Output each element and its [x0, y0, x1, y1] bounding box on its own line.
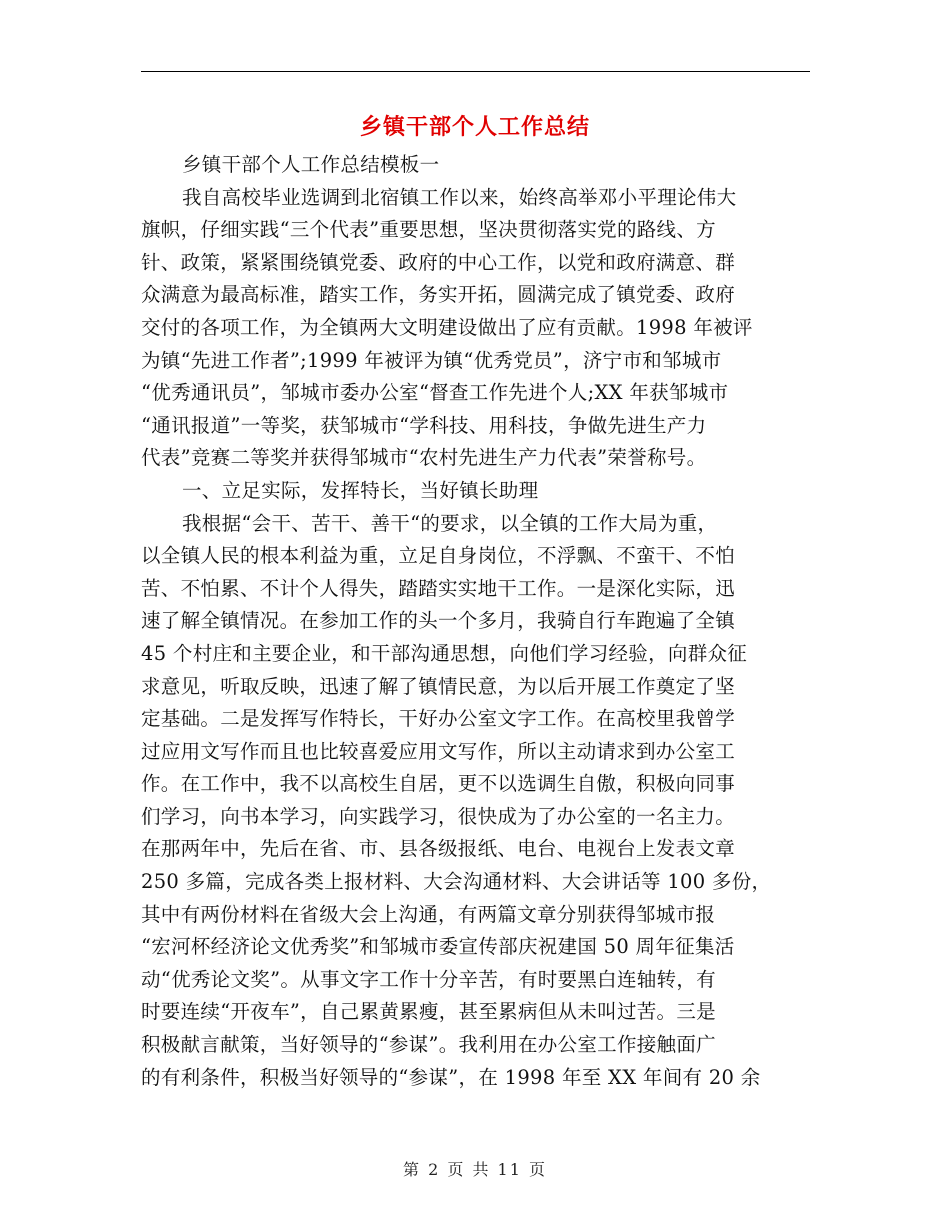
paragraph-line: 积极献言献策，当好领导的“参谋”。我利用在办公室工作接触面广	[141, 1033, 716, 1057]
paragraph-line: 求意见，听取反映，迅速了解了镇情民意，为以后开展工作奠定了坚	[141, 674, 736, 698]
paragraph-line: 作。在工作中，我不以高校生自居，更不以选调生自傲，积极向同事	[141, 772, 736, 796]
paragraph-line: 旗帜，仔细实践“三个代表”重要思想，坚决贯彻落实党的路线、方	[141, 218, 716, 242]
paragraph-line: 其中有两份材料在省级大会上沟通，有两篇文章分别获得邹城市报	[141, 902, 716, 926]
paragraph-line: “优秀通讯员”，邹城市委办公室“督查工作先进个人;XX 年获邹城市	[141, 381, 729, 405]
paragraph-line: 代表”竞赛二等奖并获得邹城市“农村先进生产力代表”荣誉称号。	[141, 446, 707, 470]
paragraph-line: 为镇“先进工作者”;1999 年被评为镇“优秀党员”，济宁市和邹城市	[141, 348, 722, 372]
paragraph-line: “通讯报道”一等奖，获邹城市“学科技、用科技，争做先进生产力	[141, 413, 707, 437]
paragraph-line: 们学习，向书本学习，向实践学习，很快成为了办公室的一名主力。	[141, 804, 736, 828]
paragraph-line: 针、政策，紧紧围绕镇党委、政府的中心工作，以党和政府满意、群	[141, 250, 736, 274]
page-number: 第 2 页 共 11 页	[403, 1160, 547, 1179]
subtitle-line: 乡镇干部个人工作总结模板一	[182, 153, 440, 176]
paragraph-line: 动“优秀论文奖”。从事文字工作十分辛苦，有时要黑白连轴转，有	[141, 967, 716, 991]
paragraph-line: 的有利条件，积极当好领导的“参谋”，在 1998 年至 XX 年间有 20 余	[141, 1065, 761, 1089]
paragraph-line: 苦、不怕累、不计个人得失，踏踏实实地干工作。一是深化实际，迅	[141, 576, 736, 600]
header-rule	[141, 71, 810, 72]
paragraph-line: 我根据“会干、苦干、善干“的要求，以全镇的工作大局为重，	[182, 511, 718, 535]
document-body	[141, 149, 810, 1094]
paragraph-line: 45 个村庄和主要企业，和干部沟通思想，向他们学习经验，向群众征	[141, 641, 748, 665]
document-title: 乡镇干部个人工作总结	[359, 114, 590, 140]
paragraph-line: 我自高校毕业选调到北宿镇工作以来，始终高举邓小平理论伟大	[182, 185, 737, 209]
paragraph-line: 250 多篇，完成各类上报材料、大会沟通材料、大会讲话等 100 多份，	[141, 870, 772, 894]
section-heading: 一、立足实际，发挥特长，当好镇长助理	[182, 478, 539, 502]
paragraph-line: “宏河杯经济论文优秀奖”和邹城市委宣传部庆祝建国 50 周年征集活	[141, 935, 735, 959]
paragraph-line: 定基础。二是发挥写作特长，干好办公室文字工作。在高校里我曾学	[141, 707, 736, 731]
paragraph-line: 以全镇人民的根本利益为重，立足自身岗位，不浮飘、不蛮干、不怕	[141, 544, 736, 568]
paragraph-line: 过应用文写作而且也比较喜爱应用文写作，所以主动请求到办公室工	[141, 739, 736, 763]
paragraph-line: 时要连续“开夜车”，自己累黄累瘦，甚至累病但从未叫过苦。三是	[141, 1000, 716, 1024]
paragraph-line: 众满意为最高标准，踏实工作，务实开拓，圆满完成了镇党委、政府	[141, 283, 736, 307]
paragraph-line: 在那两年中，先后在省、市、县各级报纸、电台、电视台上发表文章	[141, 837, 736, 861]
paragraph-line: 交付的各项工作，为全镇两大文明建设做出了应有贡献。1998 年被评	[141, 315, 753, 339]
paragraph-line: 速了解全镇情况。在参加工作的头一个多月，我骑自行车跑遍了全镇	[141, 609, 736, 633]
